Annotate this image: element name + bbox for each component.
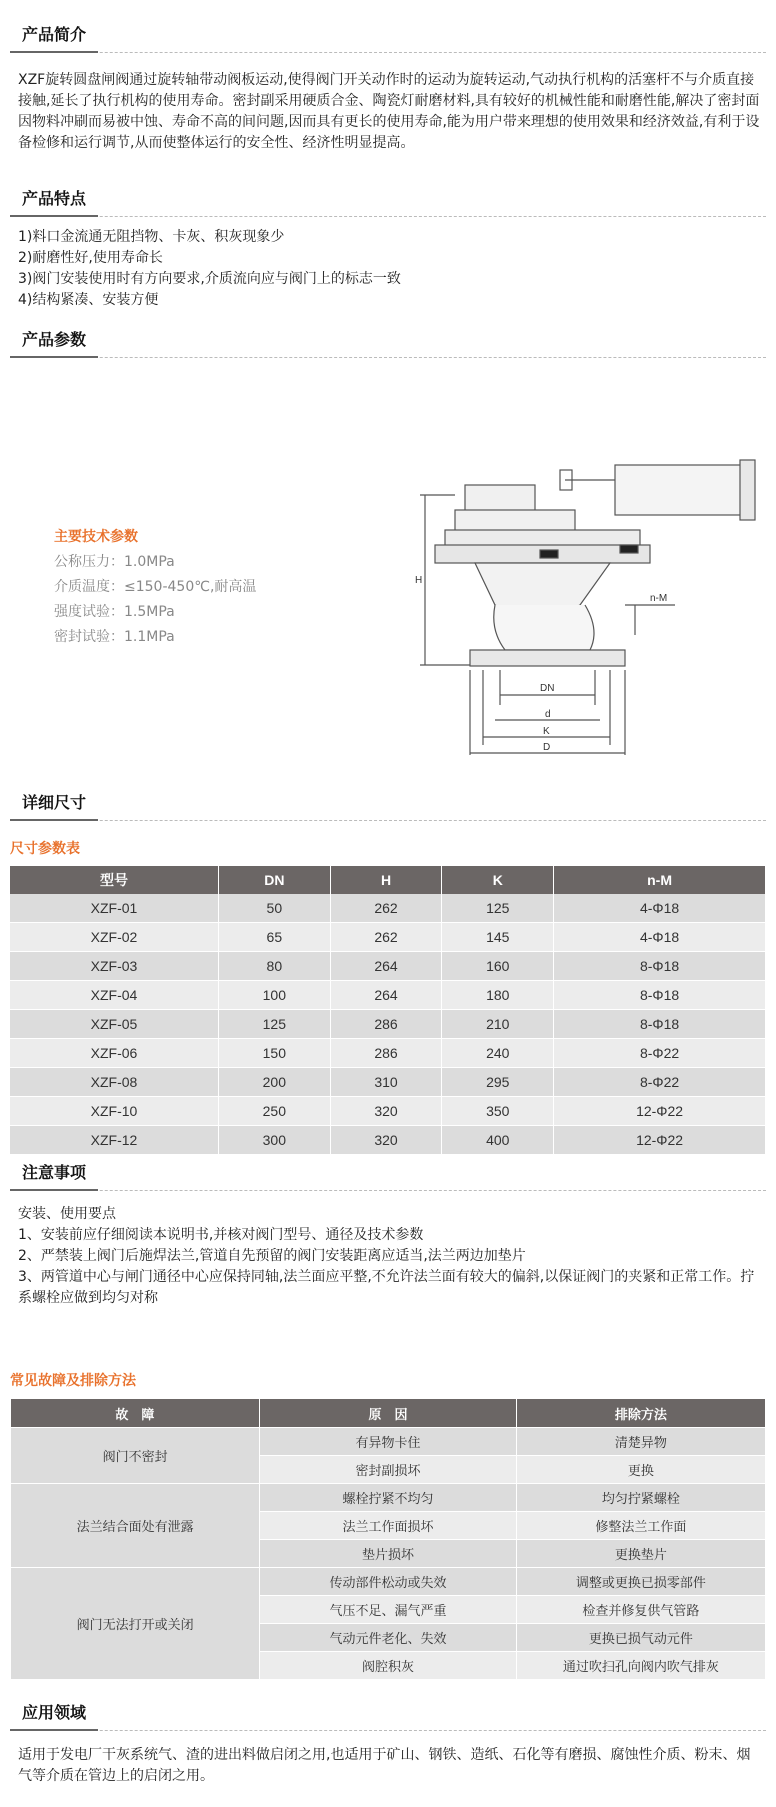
application-text: 适用于发电厂干灰系统气、渣的进出料做启闭之用,也适用于矿山、钢铁、造纸、石化等有磨损、腐蚀性介质、粉末、烟气等介质在管边上的启闭之用。	[18, 1747, 751, 1784]
table-row	[10, 1068, 766, 1097]
fix-cell: 更换垫片	[516, 1540, 765, 1568]
dim-label-d-small: d	[545, 709, 551, 720]
fault-cell: 阀门无法打开或关闭	[11, 1568, 260, 1680]
dimensions-heading: 详细尺寸	[10, 790, 766, 821]
cell: 262	[330, 923, 442, 952]
table-row	[11, 1568, 766, 1596]
fault-cell: 阀门不密封	[11, 1428, 260, 1484]
table-row	[10, 1039, 766, 1068]
cause-cell: 传动部件松动或失效	[260, 1568, 517, 1596]
cause-cell: 阀腔积灰	[260, 1652, 517, 1680]
fix-cell: 均匀拧紧螺栓	[516, 1484, 765, 1512]
cell: 160	[442, 952, 554, 981]
param-line: 介质温度：≤150-450℃,耐高温	[54, 579, 257, 595]
cell: XZF-01	[10, 894, 218, 923]
fix-cell: 修整法兰工作面	[516, 1512, 765, 1540]
cell: 264	[330, 952, 442, 981]
param-line: 强度试验：1.5MPa	[54, 604, 175, 620]
cell: 8-Φ18	[554, 1010, 766, 1039]
column-header: n-M	[554, 866, 766, 894]
application-heading: 应用领域	[10, 1700, 766, 1731]
fix-cell: 调整或更换已损零部件	[516, 1568, 765, 1596]
cell: 150	[218, 1039, 330, 1068]
cell: 320	[330, 1097, 442, 1126]
intro-heading: 产品简介	[10, 22, 766, 53]
fix-cell: 清楚异物	[516, 1428, 765, 1456]
table-row	[10, 923, 766, 952]
dim-label-nm: n-M	[650, 593, 668, 604]
cell: 310	[330, 1068, 442, 1097]
table-row	[10, 1010, 766, 1039]
list-item: 2)耐磨性好,使用寿命长	[18, 250, 163, 266]
notes-text	[18, 1204, 763, 1309]
cause-cell: 垫片损坏	[260, 1540, 517, 1568]
cell: 12-Φ22	[554, 1126, 766, 1155]
cause-cell: 密封副损坏	[260, 1456, 517, 1484]
column-header: 排除方法	[516, 1399, 765, 1428]
tech-params-title: 主要技术参数	[54, 529, 138, 545]
table-row	[10, 1097, 766, 1126]
column-header: 原 因	[260, 1399, 517, 1428]
cell: XZF-08	[10, 1068, 218, 1097]
dim-label-k: K	[543, 726, 550, 737]
param-line: 密封试验：1.1MPa	[54, 629, 175, 645]
cell: 250	[218, 1097, 330, 1126]
cell: 264	[330, 981, 442, 1010]
tech-params	[54, 525, 256, 650]
cause-cell: 法兰工作面损坏	[260, 1512, 517, 1540]
column-header: K	[442, 866, 554, 894]
dim-label-h: H	[415, 575, 423, 586]
cell: 8-Φ18	[554, 952, 766, 981]
column-header: H	[330, 866, 442, 894]
faults-title: 常见故障及排除方法	[10, 1373, 136, 1389]
cell: 125	[218, 1010, 330, 1039]
cell: 8-Φ22	[554, 1039, 766, 1068]
fault-cell: 法兰结合面处有泄露	[11, 1484, 260, 1568]
cell: 295	[442, 1068, 554, 1097]
note-line: 1、安装前应仔细阅读本说明书,并核对阀门型号、通径及技术参数	[18, 1227, 424, 1243]
cell: XZF-04	[10, 981, 218, 1010]
cell: 145	[442, 923, 554, 952]
faults-table	[10, 1399, 766, 1680]
cause-cell: 气压不足、漏气严重	[260, 1596, 517, 1624]
cell: 4-Φ18	[554, 894, 766, 923]
cell: 200	[218, 1068, 330, 1097]
features-heading: 产品特点	[10, 186, 766, 217]
column-header: 型号	[10, 866, 218, 894]
note-line: 3、两管道中心与闸门通径中心应保持同轴,法兰面应平整,不允许法兰面有较大的偏斜,以保证阀门的夹紧和正常工作。拧系螺栓应做到均匀对称	[18, 1269, 755, 1306]
cell: 12-Φ22	[554, 1097, 766, 1126]
dimensions-table-title: 尺寸参数表	[10, 841, 80, 857]
cell: 350	[442, 1097, 554, 1126]
cell: 320	[330, 1126, 442, 1155]
cause-cell: 气动元件老化、失效	[260, 1624, 517, 1652]
table-row	[10, 894, 766, 923]
cell: 100	[218, 981, 330, 1010]
cell: 80	[218, 952, 330, 981]
cell: XZF-02	[10, 923, 218, 952]
cell: 4-Φ18	[554, 923, 766, 952]
dim-label-dn: DN	[540, 683, 555, 694]
cell: XZF-03	[10, 952, 218, 981]
note-line: 安装、使用要点	[18, 1206, 116, 1222]
column-header: 故 障	[11, 1399, 260, 1428]
cell: 50	[218, 894, 330, 923]
table-row	[10, 952, 766, 981]
cell: 400	[442, 1126, 554, 1155]
cell: 286	[330, 1010, 442, 1039]
table-row	[10, 1126, 766, 1155]
dim-label-d-big: D	[543, 742, 551, 753]
cell: 8-Φ18	[554, 981, 766, 1010]
list-item: 4)结构紧凑、安装方便	[18, 292, 159, 308]
cell: 286	[330, 1039, 442, 1068]
table-row	[11, 1428, 766, 1456]
table-row	[11, 1484, 766, 1512]
table-row	[10, 981, 766, 1010]
cell: 180	[442, 981, 554, 1010]
cell: XZF-10	[10, 1097, 218, 1126]
param-line: 公称压力：1.0MPa	[54, 554, 175, 570]
dimensions-table	[10, 866, 766, 1155]
cell: XZF-12	[10, 1126, 218, 1155]
cell: 300	[218, 1126, 330, 1155]
cause-cell: 螺栓拧紧不均匀	[260, 1484, 517, 1512]
fix-cell: 更换	[516, 1456, 765, 1484]
fix-cell: 检查并修复供气管路	[516, 1596, 765, 1624]
intro-text: XZF旋转圆盘闸阀通过旋转轴带动阀板运动,使得阀门开关动作时的运动为旋转运动,气动执行机构的活塞杆不与介质直接接触,延长了执行机构的使用寿命。密封副采用硬质合金、陶瓷灯耐磨材料,具有较好的机械性能和耐磨性能,解决了密封面因物料冲刷而易被中蚀、寿命不高的间问题,因而具有更长的使用寿命,能为用户带来理想的使用效果和经济效益,有利于设备检修和运行调节,从而使整体运行的安全性、经济性明显提高。	[18, 72, 760, 151]
cause-cell: 有异物卡住	[260, 1428, 517, 1456]
list-item: 1)料口金流通无阻挡物、卡灰、积灰现象少	[18, 229, 285, 245]
fix-cell: 更换已损气动元件	[516, 1624, 765, 1652]
cell: 240	[442, 1039, 554, 1068]
features-list	[18, 227, 763, 311]
cell: XZF-05	[10, 1010, 218, 1039]
notes-heading: 注意事项	[10, 1160, 766, 1191]
cell: 262	[330, 894, 442, 923]
params-heading: 产品参数	[10, 327, 766, 358]
fix-cell: 通过吹扫孔向阀内吹气排灰	[516, 1652, 765, 1680]
cell: 8-Φ22	[554, 1068, 766, 1097]
list-item: 3)阀门安装使用时有方向要求,介质流向应与阀门上的标志一致	[18, 271, 401, 287]
cell: 210	[442, 1010, 554, 1039]
cell: 65	[218, 923, 330, 952]
valve-diagram	[395, 455, 765, 755]
column-header: DN	[218, 866, 330, 894]
cell: XZF-06	[10, 1039, 218, 1068]
cell: 125	[442, 894, 554, 923]
note-line: 2、严禁装上阀门后施焊法兰,管道自先预留的阀门安装距离应适当,法兰两边加垫片	[18, 1248, 526, 1264]
